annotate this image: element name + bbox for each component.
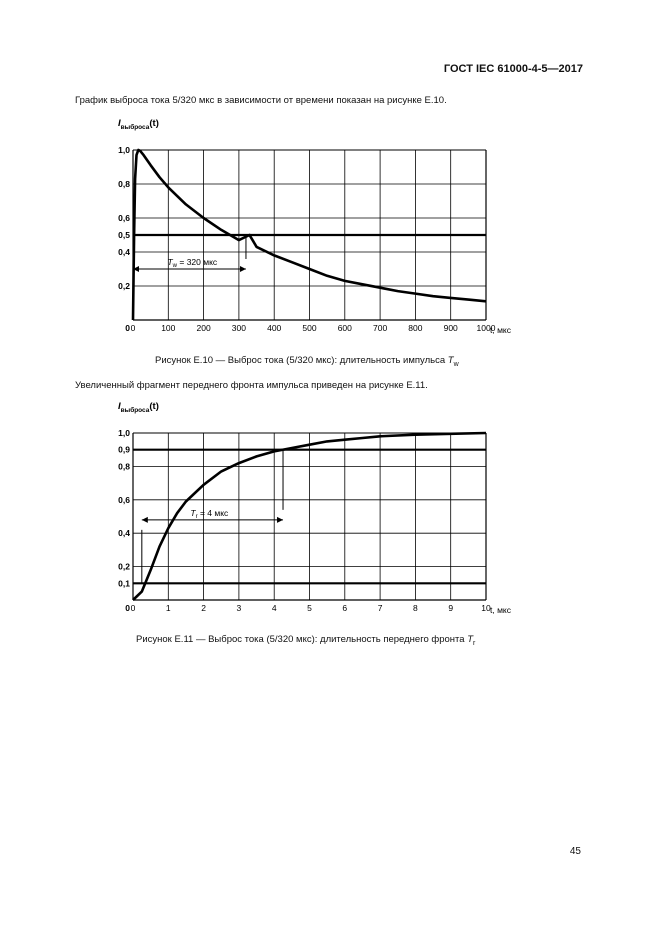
- x-tick-label: 9: [448, 603, 454, 613]
- x-tick-label: 0: [130, 323, 136, 333]
- y-tick-label: 0,9: [118, 444, 130, 455]
- x-tick-label: 1000: [476, 323, 496, 333]
- arrow-head-right: [240, 266, 246, 272]
- y-tick-label: 0,1: [118, 578, 130, 589]
- x-tick-label: 5: [307, 603, 312, 613]
- caption-fig10-symbol: T: [447, 355, 454, 366]
- x-tick-label: 600: [337, 323, 352, 333]
- paragraph-fig10-intro: График выброса тока 5/320 мкс в зависимости от времени показан на рисунке Е.10.: [75, 95, 447, 106]
- x-tick-label: 4: [271, 603, 277, 613]
- x-tick-label: 400: [267, 323, 282, 333]
- y-tick-label: 0,4: [118, 247, 130, 257]
- x-tick-label: 700: [373, 323, 388, 333]
- arrow-head-left: [142, 517, 148, 523]
- x-tick-label: 10: [481, 603, 491, 613]
- caption-fig10-text: Рисунок Е.10 — Выброс тока (5/320 мкс): длительность импульса: [155, 355, 448, 366]
- y-axis-label: $I_{выброса}(t)$: [118, 118, 159, 131]
- y-tick-label: 1,0: [118, 145, 130, 155]
- caption-fig11-text: Рисунок Е.11 — Выброс тока (5/320 мкс): длительность переднего фронта: [136, 634, 468, 645]
- y-tick-label: 0,5: [118, 230, 130, 240]
- y-axis-label: $I_{выброса}(t)$: [118, 401, 159, 414]
- y-tick-label: 0,6: [118, 494, 130, 505]
- caption-fig11-symbol: T: [467, 634, 473, 645]
- y-tick-label: 1,0: [118, 428, 130, 438]
- caption-fig11: [136, 634, 475, 647]
- x-tick-label: 0: [130, 603, 136, 613]
- x-tick-label: 300: [231, 323, 246, 333]
- duration-label: $T_w = 320$ мкс: [167, 257, 218, 269]
- arrow-head-right: [277, 517, 283, 523]
- y-tick-label: 0,2: [118, 561, 130, 572]
- x-tick-label: 6: [342, 603, 348, 613]
- x-tick-label: 8: [413, 603, 418, 613]
- y-tick-label: 0,8: [118, 179, 130, 189]
- caption-fig10-subscript: w: [453, 360, 459, 368]
- page-number: 45: [569, 846, 581, 857]
- y-tick-label: 0: [125, 603, 130, 613]
- x-tick-label: 500: [302, 323, 317, 333]
- x-tick-label: 100: [161, 323, 176, 333]
- y-tick-label: 0,6: [118, 213, 130, 223]
- x-tick-label: 200: [196, 323, 211, 333]
- caption-fig11-subscript: r: [473, 639, 476, 647]
- y-tick-label: 0,8: [118, 461, 130, 472]
- y-tick-label: 0,4: [118, 528, 130, 539]
- x-tick-label: 7: [377, 603, 383, 613]
- document-header: ГОСТ IEC 61000-4-5—2017: [443, 63, 583, 75]
- duration-label: $T_r = 4$ мкс: [190, 507, 229, 520]
- x-tick-label: 2: [201, 603, 206, 613]
- y-tick-label: 0: [125, 323, 130, 333]
- x-tick-label: 1: [165, 603, 171, 613]
- paragraph-fig11-intro: Увеличенный фрагмент переднего фронта импульса приведен на рисунке Е.11.: [75, 380, 428, 391]
- x-axis-label: t, мкс: [490, 325, 511, 335]
- x-tick-label: 900: [443, 323, 458, 333]
- x-tick-label: 800: [408, 323, 423, 333]
- x-axis-label: t, мкс: [490, 605, 511, 615]
- y-tick-label: 0,2: [118, 281, 130, 291]
- x-tick-label: 3: [236, 603, 242, 613]
- caption-fig10: [155, 355, 459, 368]
